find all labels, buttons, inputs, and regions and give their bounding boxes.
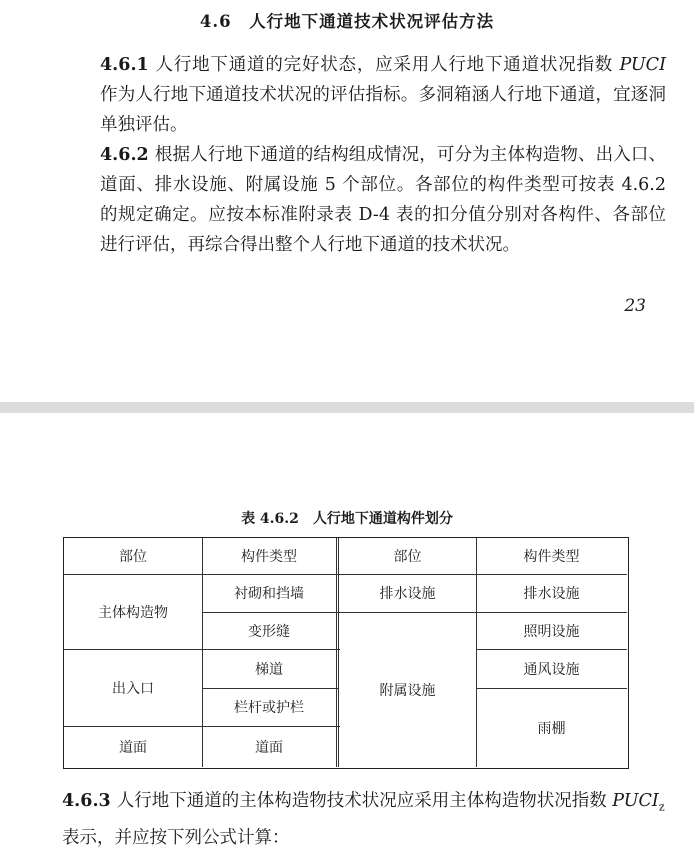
header-type-right: 构件类型 (523, 549, 580, 565)
cell-entrance: 出入口 (112, 680, 154, 697)
page-bottom (0, 413, 694, 853)
header-part-right: 部位 (393, 549, 422, 565)
clause-text: 作为人行地下通道技术状况的评估指标。多洞箱涵人行地下通道，宜逐洞单独评估。 (100, 85, 666, 135)
header-part-left: 部位 (119, 549, 147, 565)
cell-expansion-joint: 变形缝 (248, 623, 290, 640)
clause-4-6-2 (100, 140, 666, 260)
page-top (0, 0, 694, 402)
component-table (63, 537, 629, 769)
cell-railing: 栏杆或护栏 (234, 700, 304, 716)
clause-text: 人行地下通道的主体构造物技术状况应采用主体构造物状况指数 (116, 791, 613, 811)
header-type-left: 构件类型 (241, 549, 297, 565)
page-separator (0, 402, 694, 413)
clause-number: 4.6.2 (100, 145, 149, 165)
cell-pavement-type: 道面 (255, 739, 283, 756)
cell-auxiliary-part: 附属设施 (379, 682, 436, 699)
cell-ventilation: 通风设施 (523, 661, 580, 678)
table-caption: 表 4.6.2 人行地下通道构件划分 (241, 511, 453, 527)
clause-number: 4.6.1 (100, 55, 149, 75)
cell-pavement-part: 道面 (119, 739, 147, 756)
cell-canopy: 雨棚 (537, 720, 566, 737)
cell-main-structure: 主体构造物 (98, 604, 168, 621)
puci-symbol: PUCI (619, 55, 666, 75)
cell-drainage-type: 排水设施 (523, 586, 580, 602)
clause-4-6-3 (62, 786, 666, 853)
clause-text: 人行地下通道的完好状态，应采用人行地下通道状况指数 (154, 55, 620, 75)
puci-z-symbol: PUCI (612, 791, 659, 811)
clause-4-6-1 (100, 50, 666, 140)
clause-number: 4.6.3 (62, 791, 111, 811)
page-number: 23 (624, 296, 646, 316)
clause-text: 根据人行地下通道的结构组成情况，可分为主体构造物、出入口、道面、排水设施、附属设施 5 个部位。各部位的构件类型可按表 4.6.2 的规定确定。应按本标准附录表 D-4 表的扣分值分别对各构件、各部位进行评估，再综合得出整个人行地下通道的技术状况。 (100, 145, 666, 255)
cell-lining-wall: 衬砌和挡墙 (234, 586, 304, 602)
cell-stairs: 梯道 (255, 661, 283, 678)
cell-lighting: 照明设施 (523, 623, 580, 640)
subscript: z (658, 800, 665, 814)
clause-text: 表示，并应按下列公式计算： (62, 827, 290, 848)
cell-drainage-part: 排水设施 (379, 586, 436, 602)
section-title: 4.6 人行地下通道技术状况评估方法 (199, 12, 495, 31)
